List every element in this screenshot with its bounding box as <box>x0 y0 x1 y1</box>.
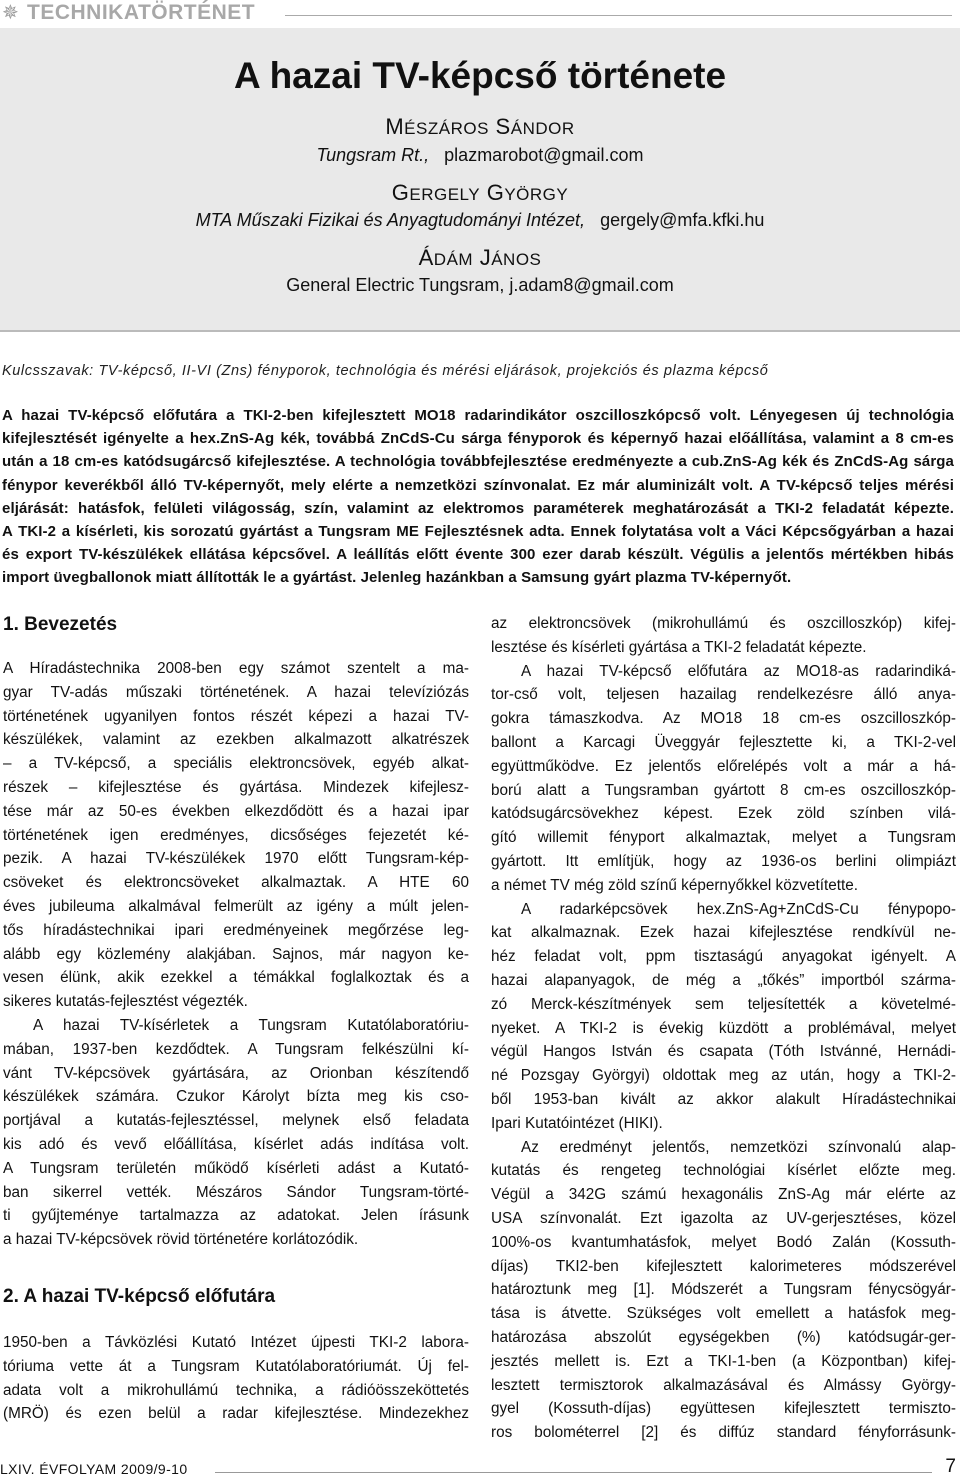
section-label: TECHNIKATÖRTÉNET <box>27 1 256 24</box>
paragraph-line: Végül a 342G számú hexagonális ZnS-Ag már elérte az <box>491 1186 956 1204</box>
paragraph-line: A hazai TV-képcső előfutára az MO18-as radarindiká- <box>521 662 956 680</box>
page-number: 7 <box>945 1456 956 1477</box>
paragraph-line: alább egy közlemény alakjában. Sajnos, már nagyon ke- <box>3 945 469 963</box>
abstract-line: fénypor keverékből álló TV-képernyőt, mely elérte a nemzetközi színvonalat. Ez már aluminizált volt. A TV-képcső teljes mérési <box>2 476 954 494</box>
abstract-line: A hazai TV-képcső előfutára a TKI-2-ben kifejlesztett MO18 radarindikátor oszcilloszkópcső volt. Lényegesen új technológia <box>2 407 954 424</box>
author-name: ÁDÁM JÁNOS <box>418 245 542 270</box>
abstract-line: import üvegballonok miatt állították le a gyártást. Jelenleg hazánkban a Samsung gyárt plazma TV-képernyőt. <box>2 569 792 587</box>
paragraph-line: pezik. A hazai TV-készülékek 1970 előtt Tungsram-kép- <box>3 850 469 868</box>
paragraph-line: Ipari Kutatóintézet (HIKI). <box>491 1114 663 1132</box>
paragraph-line: kat alkalmaznak. Ezek hazai kifejlesztése rendkívül ne- <box>491 924 956 942</box>
paragraph-line: jesztés mellett is. Ezt a TKI-1-ben (a Központban) kifej- <box>491 1352 956 1370</box>
author-affiliation: MTA Műszaki Fizikai és Anyagtudományi Intézet, gergely@mfa.kfki.hu <box>195 210 765 230</box>
paragraph-line: készülékek, valamint az ezekben alkalmazott alkatrészek <box>3 731 469 749</box>
paragraph-line: tóriuma vette át a Tungsram Kutatólaboratóriumát. Új fel- <box>3 1357 469 1375</box>
author-name: GERGELY GYÖRGY <box>391 180 569 205</box>
paragraph-line: határoztunk meg [1]. Módszerét a Tungsram fénycsögyár- <box>491 1281 956 1299</box>
body-left-column-section2 <box>3 1331 469 1426</box>
author-name: MÉSZÁROS SÁNDOR <box>385 114 575 139</box>
body-left-column <box>3 657 469 1252</box>
abstract-line: A TKI-2 a kísérleti, kis sorozatú gyártást a Tungsram ME Fejlesztésnek adta. Ennek folytatása volt a Váci Képcsőgyárban a hazai <box>2 523 954 541</box>
paragraph-line: gokra támaszkodva. Az MO18 18 cm-es oszcilloszkóp- <box>491 710 956 728</box>
paragraph-line: részek – kifejlesztése és gyártása. Mindezek kifejlesz- <box>3 778 469 796</box>
journal-volume: LXIV. ÉVFOLYAM 2009/9-10 <box>0 1461 188 1477</box>
paragraph-line: vánt TV-képcsövek gyártására, az Orionban készítendő <box>3 1064 469 1082</box>
paragraph-line: készülékek számára. Czukor Károlyt bízta meg kis cso- <box>3 1088 469 1106</box>
footer-rule <box>215 1472 932 1473</box>
paragraph-line: ballont a Karcagi Üveggyár fejlesztette ki, a TKI-2-vel <box>491 733 956 751</box>
paragraph-line: USA színvonalát. Ezt igazolta az UV-gerjesztéses, közel <box>491 1209 956 1227</box>
paragraph-line: határozása abszolút egységekben (%) katódsugár-ger- <box>491 1328 956 1346</box>
divider <box>0 330 960 332</box>
paragraph-line: végül Hangos István és csapata (Tóth Istvánné, Hernádi- <box>491 1043 956 1061</box>
abstract-line: kifejlesztését igényelte a hex.ZnS-Ag kék, továbbá ZnCdS-Cu sárga fényporok és képernyő hazai előállítása, valamint a 8 cm-es <box>2 430 954 448</box>
paragraph-line: kutatás és rengeteg technológiai kísérlet előzte meg. <box>491 1162 956 1180</box>
abstract-line: eljárását: hatásfok, felületi világosság, szín, valamint az elektromos paraméterek meghatározását a TKI-2 feladatát képezte. <box>2 499 954 517</box>
body-right-column <box>491 612 956 1445</box>
header-rule <box>285 15 952 16</box>
paragraph-line: a hazai TV-képcsövek rövid történetére korlátozódik. <box>3 1231 359 1249</box>
paragraph-line: (MRÖ) és ezen belül a radar kifejlesztése. Mindezekhez <box>3 1405 469 1423</box>
paragraph-line: az elektroncsövek (mikrohullámú és oszcilloszkóp) kifej- <box>491 615 956 632</box>
paragraph-line: né Pozsgay Györgyi) oldottak meg az után, hogy a TKI-2- <box>491 1067 956 1085</box>
paragraph-line: Az eredményt jelentős, nemzetközi színvonalú alap- <box>521 1138 956 1156</box>
paragraph-line: adata volt a mikrohullámú technika, a rádióösszeköttetés <box>3 1381 469 1399</box>
paragraph-line: éves jubileuma alkalmával felmerült az igény a múlt jelen- <box>3 897 469 915</box>
paragraph-line: együttműködve. Ez jelentős előrelépés volt a már a há- <box>491 757 956 775</box>
paragraph-line: lesztett termisztorok alkalmazásával és Almássy Györgу- <box>491 1376 956 1394</box>
author-affiliation: Tungsram Rt., plazmarobot@gmail.com <box>316 145 644 165</box>
paragraph-line: nyeket. A TKI-2 is évekig küzdött a problémával, melyet <box>491 1019 956 1037</box>
paragraph-line: tor-cső volt, teljesen hazailag rendelkezésre álló anya- <box>491 686 956 704</box>
paragraph-line: A hazai TV-kísérletek a Tungsram Kutatólaboratóriu- <box>33 1016 469 1034</box>
abstract-line: után a 18 cm-es katódsugárcső kifejlesztése. A technológia továbbfejlesztése eredményezte a cub.ZnS-Ag kék és ZnCdS-Ag sárga <box>2 453 954 471</box>
paragraph-line: ban sikerrel vették. Mészáros Sándor Tungsram-törté- <box>3 1183 469 1201</box>
paragraph-line: gyar TV-adás műszaki történetének. A hazai televíziózás <box>3 683 469 701</box>
abstract <box>2 404 954 590</box>
section-heading: 1. Bevezetés <box>3 614 118 635</box>
paragraph-line: gyártott. Itt említjük, hogy az 1936-os berlini olimpiázt <box>491 852 956 870</box>
paragraph-line: történetének igen eredményes, dicsőséges fejezetét ké- <box>3 826 469 844</box>
paragraph-line: díjas) TKI2-ben kifejlesztett kalorimeteres módszerével <box>491 1257 956 1275</box>
paragraph-line: zó Merck-készítmények sem teljesítették a követelmé- <box>491 995 956 1013</box>
asterisk-icon: ✵ <box>2 0 19 24</box>
paragraph-line: csöveket és elektroncsöveket alkalmaztak. A HTE 60 <box>3 874 469 892</box>
paragraph-line: lesztése és kísérleti gyártása a TKI-2 feladatát képezte. <box>491 638 867 656</box>
paragraph-line: gyel (Kossuth-díjas) együttesen kifejlesztett termiszto- <box>491 1400 956 1418</box>
paragraph-line: katódsugárcsövekhez képest. Ezek zöld színben vilá- <box>491 805 956 823</box>
article-title: A hazai TV-képcső története <box>233 55 727 96</box>
paragraph-line: vesen élünk, akik ezekkel a témákkal foglalkoztak és a <box>3 969 469 987</box>
paragraph-line: ti gyűjteménye tartalmazza az adatokat. Jelen írásunk <box>3 1207 469 1225</box>
paragraph-line: 1950-ben a Távközlési Kutató Intézet újpesti TKI-2 labora- <box>3 1334 469 1351</box>
paragraph-line: hazai alapanyagok, de még a „tőkés” importból szárma- <box>491 971 956 989</box>
paragraph-line: ros bolométerrel [2] és diffúz standard fényforráѕunk- <box>491 1424 956 1442</box>
author-affiliation: General Electric Tungsram, j.adam8@gmail.com <box>286 275 674 295</box>
paragraph-line: tős híradástechnikai ipari eredményeinek megőrzése leg- <box>3 921 469 939</box>
paragraph-line: – a TV-képcső, a speciális elektroncsövek, egyéb alkat- <box>3 755 469 773</box>
paragraph-line: kis adó és vevő előállítása, kísérlet adás indítása volt. <box>3 1135 469 1153</box>
paragraph-line: ború alatt a Tungsramban gyártott 8 cm-es oszcilloszkóp- <box>491 781 956 799</box>
section-header <box>0 0 960 30</box>
paragraph-line: sikeres kutatás-fejlesztést végezték. <box>3 993 248 1011</box>
paragraph-line: tása is átvette. Szükséges volt emellett a hatásfok meg- <box>491 1305 956 1323</box>
paragraph-line: ből 1953-ban kivált az akkor alakult Híradástechnikai <box>491 1090 956 1108</box>
paragraph-line: portjával a kutatás-fejlesztéssel, melynek első feladata <box>3 1112 469 1130</box>
paragraph-line: történetének ugyanilyen fontos részét képezi a hazai TV- <box>3 707 469 725</box>
paragraph-line: tése már az 50-es években elkezdődött és a hazai ipar <box>3 802 469 820</box>
paragraph-line: A radarképcsövek hex.ZnS-Ag+ZnCdS-Cu fénypoро- <box>521 900 956 918</box>
paragraph-line: a német TV még zöld színű képernyőkkel közvetítette. <box>491 876 859 894</box>
paragraph-line: A Tungsram területén működő kísérleti adást a Kutató- <box>3 1159 469 1177</box>
section-heading: 2. A hazai TV-képcső előfutára <box>3 1286 276 1307</box>
paragraph-line: mában, 1937-ben kezdődtek. A Tungsram felkészülni kí- <box>3 1040 469 1058</box>
abstract-line: és export TV-készülékek ellátása képcsővel. A leállítás előtt évente 300 ezer darab készült. Végülis a jelentős mértékben hibás <box>2 546 954 564</box>
paragraph-line: gító willemit fényport alkalmaztak, melyet a Tungsram <box>491 829 956 847</box>
paragraph-line: héz feladat volt, ppm tisztaságú anyagokat igényelt. A <box>491 948 956 966</box>
paragraph-line: 100%-os kvantumhatásfok, melyet Bodó Zalán (Kossuth- <box>491 1233 956 1251</box>
keywords: Kulcsszavak: TV-képcső, II-VI (Zns) fényporok, technológia és mérési eljárások, projekciós és plazma képcső <box>2 363 769 379</box>
paragraph-line: A Híradástechnika 2008-ben egy számot szentelt a ma- <box>3 660 469 677</box>
